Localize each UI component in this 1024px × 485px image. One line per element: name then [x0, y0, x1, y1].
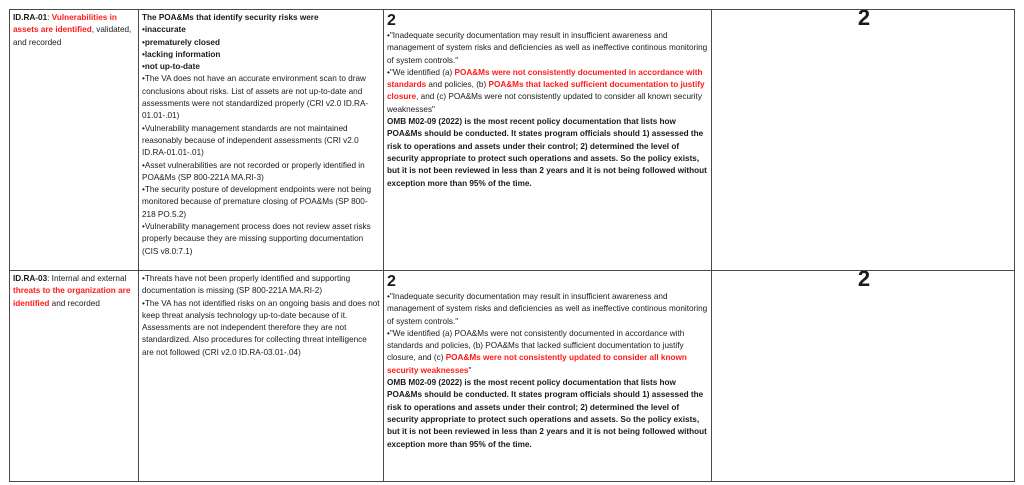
quote-text: •"We identified (a) POA&Ms were not consistently documented in accordance with standards and policies, (b) POA&Ms that lacked sufficient documentation to justify closure, and (c): [387, 328, 685, 363]
quote-text: ": [468, 365, 472, 375]
score-value: 2: [857, 270, 871, 291]
evidence-quote: •"Inadequate security documentation may result in insufficient awareness and management of system risks and deficiencies as well as ineffective continous monitoring of system controls.": [387, 31, 708, 65]
finding-item: •The security posture of development endpoints were not being monitored because of premature closing of POA&Ms (SP 800-218 PO.5.2): [142, 185, 372, 219]
table-row: [10, 271, 1015, 482]
quote-highlight: POA&Ms that lacked sufficient documentation to justify closure: [387, 80, 705, 102]
score-value: 2: [857, 9, 871, 30]
subcategory-sep: :: [47, 13, 52, 22]
subcategory-sep: : Internal and external: [47, 274, 127, 283]
subcategory-highlight: threats to the organization are identified: [13, 286, 131, 308]
quote-text: and policies, (b): [426, 80, 489, 90]
quote-highlight: POA&Ms were not consistently documented in accordance with standards: [387, 67, 703, 90]
policy-note: OMB M02-09 (2022) is the most recent policy documentation that lists how POA&Ms should be conducted. It states program officials should 1) assessed the risk to operations and assets under their control; 2) determined the level of security appropriate to protect such operations and assets. So the policy exists, but it is not been reviewed in less than 2 years and it is not being followed without exception more than 95% of the time.: [387, 378, 707, 449]
evidence-quote: •"Inadequate security documentation may result in insufficient awareness and management of system risks and deficiencies as well as ineffective continous monitoring of system controls.": [387, 292, 708, 326]
score-cell: [712, 10, 1015, 271]
score-cell: [712, 271, 1015, 482]
findings-bullet: •not up-to-date: [142, 62, 200, 72]
finding-item: •Asset vulnerabilities are not recorded or properly identified in POA&Ms (SP 800-221A MA.RI-3): [142, 160, 365, 182]
finding-item: •Vulnerability management process does not review asset risks properly because they are missing supporting documentation (CIS v8.0:7.1): [142, 222, 371, 256]
findings-cell: [139, 10, 384, 271]
assessment-table: [9, 9, 1015, 482]
subcategory-rest: and recorded: [49, 298, 100, 308]
rating-value: 2: [387, 273, 396, 290]
subcategory-cell: [10, 271, 139, 482]
finding-item: •The VA does not have an accurate environment scan to draw conclusions about risks. List of assets are not up-to-date and assessments were not standardized properly (CRI v2.0 ID.RA-01.01-.01): [142, 74, 369, 121]
findings-intro: The POA&Ms that identify security risks were: [142, 13, 319, 22]
finding-item: •Vulnerability management standards are not maintained reasonably because of independent assessments (CRI v2.0 ID.RA-01.01-.01): [142, 123, 359, 158]
evidence-cell: [384, 271, 712, 482]
evidence-quote-2: [387, 328, 708, 377]
subcategory-highlight: Vulnerabilities in assets are identified: [13, 13, 117, 35]
quote-text: , and (c) POA&Ms were not consistently updated to consider all known security weaknesses": [387, 92, 702, 114]
subcategory-cell: [10, 10, 139, 271]
evidence-cell: [384, 10, 712, 271]
finding-item: •The VA has not identified risks on an ongoing basis and does not keep threat analysis technology up-to-date because of it. Assessments are not independent therefore they are not standardized. Also procedures for collecting threat intelligence are not followed (CRI v2.0 ID.RA-03.01-.04): [142, 298, 380, 357]
policy-note: OMB M02-09 (2022) is the most recent policy documentation that lists how POA&Ms should be conducted. It states program officials should 1) assessed the risk to operations and assets under their control; 2) determined the level of security appropriate to protect such operations and assets. So the policy exists, but it is not been reviewed in less than 2 years and it is not being followed without exception more than 95% of the time.: [387, 117, 707, 188]
findings-bullet: •inaccurate: [142, 25, 186, 35]
table-row: [10, 10, 1015, 271]
subcategory-id: ID.RA-03: [13, 274, 48, 283]
findings-bullet: •lacking information: [142, 49, 221, 59]
quote-text: •"We identified (a): [387, 67, 455, 77]
rating-value: 2: [387, 12, 396, 29]
finding-item: •Threats have not been properly identified and supporting documentation is missing (SP 800-221A MA.RI-2): [142, 274, 351, 296]
subcategory-id: ID.RA-01: [13, 13, 48, 22]
findings-bullet: •prematurely closed: [142, 37, 220, 47]
subcategory-rest: , validated, and recorded: [13, 25, 132, 47]
findings-cell: [139, 271, 384, 482]
evidence-quote-2: [387, 67, 708, 116]
quote-highlight: POA&Ms were not consistently updated to consider all known security weaknesses: [387, 353, 687, 375]
